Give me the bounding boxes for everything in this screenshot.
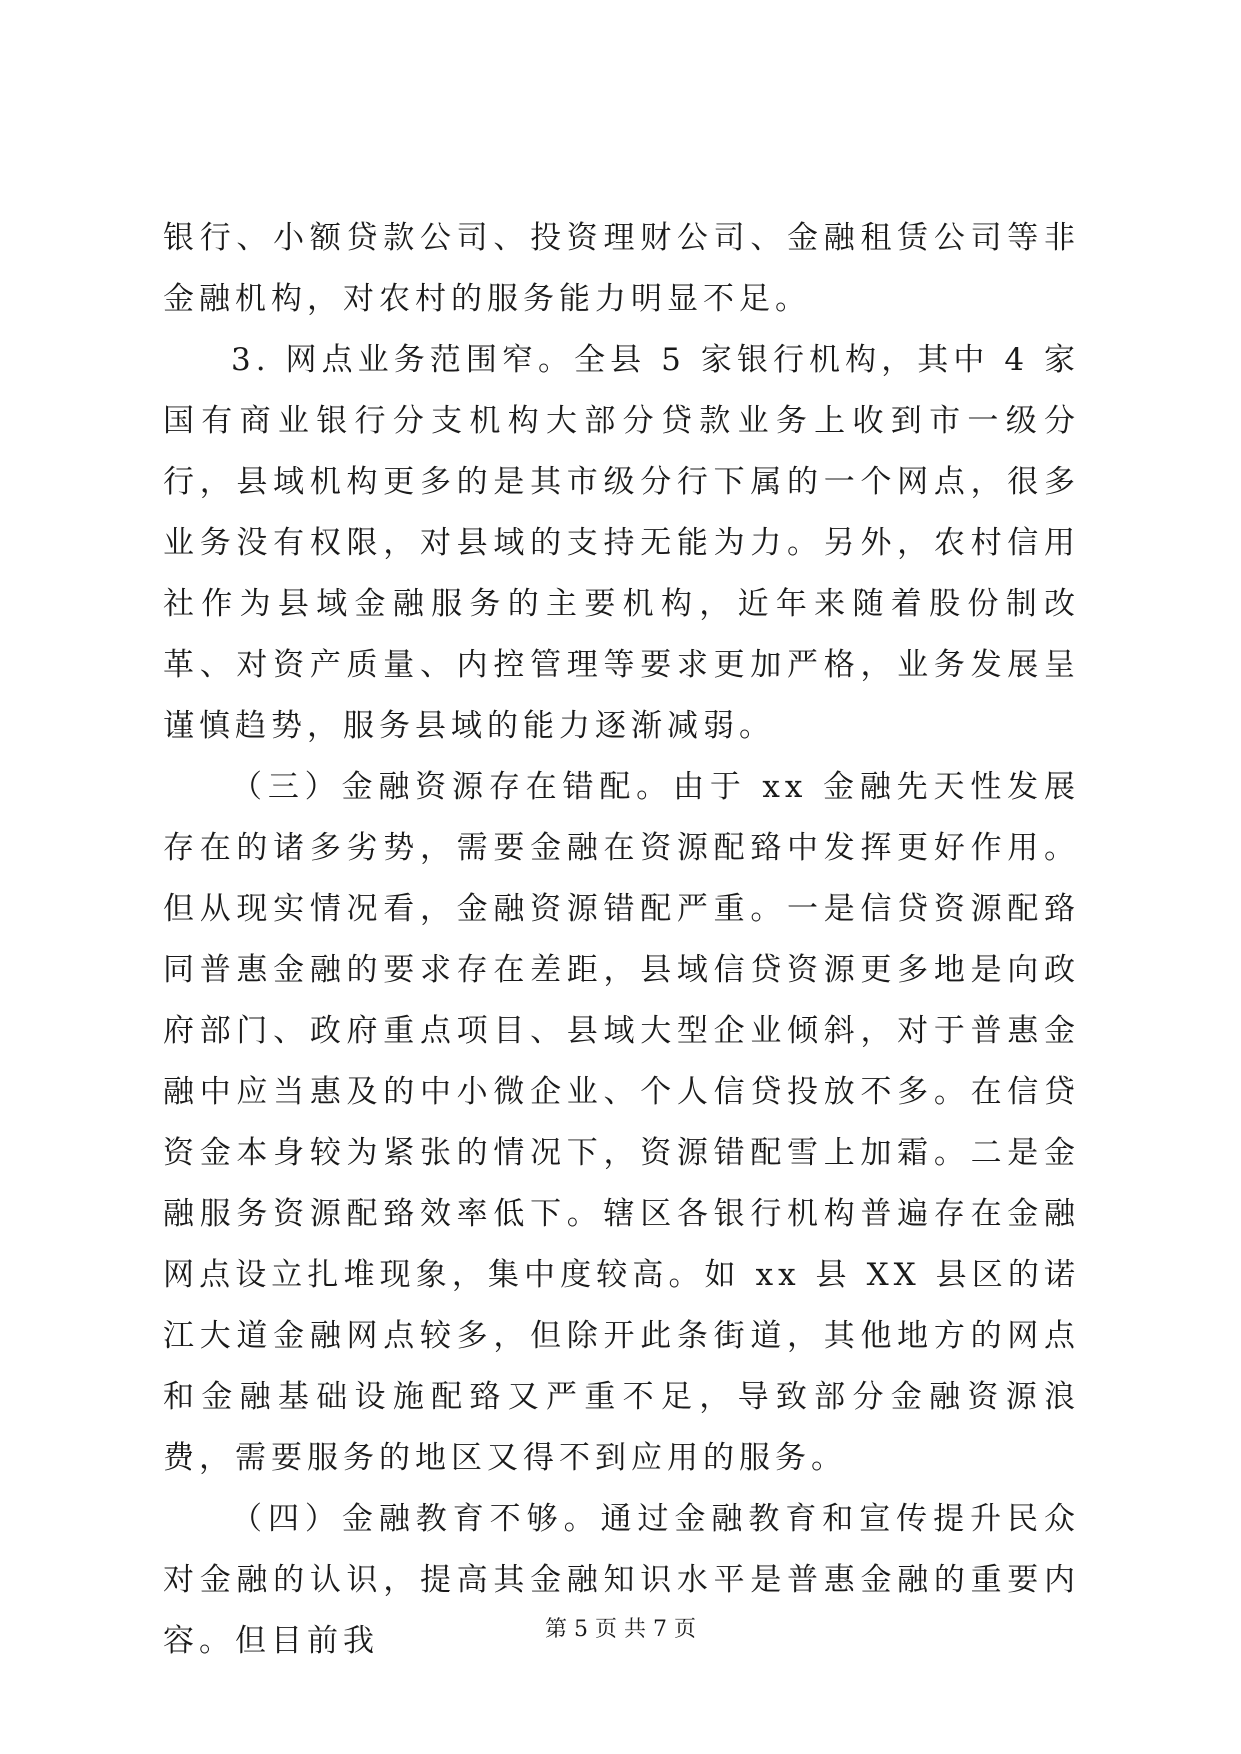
- body-text: [163, 208, 1080, 1672]
- paragraph-4: （四）金融教育不够。通过金融教育和宣传提升民众对金融的认识，提高其金融知识水平是普惠金融的重要内容。但目前我: [163, 1501, 1080, 1659]
- paragraph-1: 银行、小额贷款公司、投资理财公司、金融租赁公司等非金融机构，对农村的服务能力明显不足。: [163, 220, 1080, 317]
- paragraph-3: （三）金融资源存在错配。由于 xx 金融先天性发展存在的诸多劣势，需要金融在资源配臵中发挥更好作用。但从现实情况看，金融资源错配严重。一是信贷资源配臵同普惠金融的要求存在差距，县域信贷资源更多地是向政府部门、政府重点项目、县域大型企业倾斜，对于普惠金融中应当惠及的中小微企业、个人信贷投放不多。在信贷资金本身较为紧张的情况下，资源错配雪上加霜。二是金融服务资源配臵效率低下。辖区各银行机构普遍存在金融网点设立扎堆现象，集中度较高。如 xx 县 XX 县区的诺江大道金融网点较多，但除开此条街道，其他地方的网点和金融基础设施配臵又严重不足，导致部分金融资源浪费，需要服务的地区又得不到应用的服务。: [163, 769, 1080, 1476]
- paragraph-2: 3. 网点业务范围窄。全县 5 家银行机构，其中 4 家国有商业银行分支机构大部分贷款业务上收到市一级分行，县域机构更多的是其市级分行下属的一个网点，很多业务没有权限，对县域的支持无能为力。另外，农村信用社作为县域金融服务的主要机构，近年来随着股份制改革、对资产质量、内控管理等要求更加严格，业务发展呈谨慎趋势，服务县域的能力逐渐减弱。: [163, 342, 1080, 744]
- page-footer: 第 5 页 共 7 页: [545, 1617, 696, 1642]
